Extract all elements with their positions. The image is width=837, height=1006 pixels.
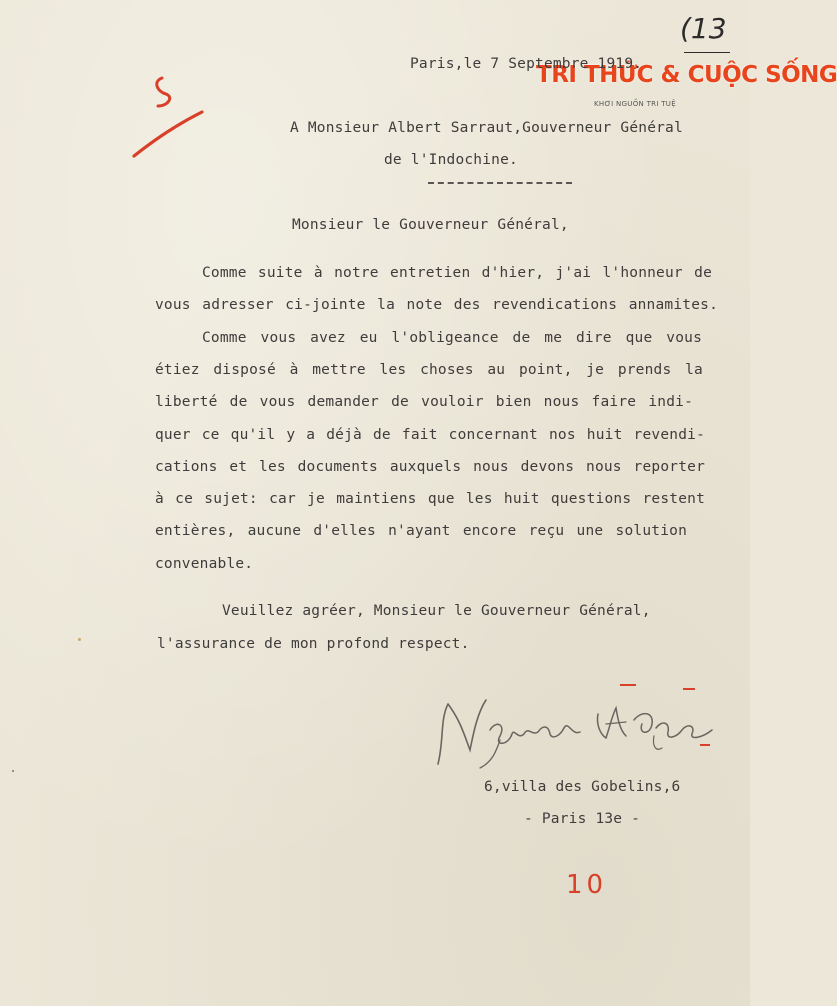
paper-speck (78, 638, 81, 641)
body-line: convenable. (155, 556, 254, 572)
addressee-line-2: de l'Indochine. (384, 152, 518, 168)
watermark-brand: TRI THỨC & CUỘC SỐNG (536, 62, 837, 88)
dateline: Paris,le 7 Septembre 1919. (410, 56, 643, 72)
closing-line-2: l'assurance de mon profond respect. (157, 636, 470, 652)
signature-red-accent-3 (700, 744, 710, 746)
salutation: Monsieur le Gouverneur Général, (292, 217, 569, 233)
archive-number: (13 (680, 12, 727, 45)
body-line: vous adresser ci-jointe la note des revendications annamites. (155, 297, 718, 313)
body-line: liberté de vous demander de vouloir bien nous faire indi- (155, 394, 693, 410)
address-line-2: - Paris 13e - (524, 811, 641, 827)
body-line: à ce sujet: car je maintiens que les huit questions restent (155, 491, 705, 507)
body-line: Comme vous avez eu l'obligeance de me dire que vous (202, 330, 702, 346)
signature-red-accent-1 (620, 684, 636, 686)
page-number: 10 (566, 870, 608, 900)
body-line: quer ce qu'il y a déjà de fait concernant nos huit revendi- (155, 427, 705, 443)
archive-number-underline (684, 52, 730, 53)
signature-red-accent-2 (683, 688, 695, 690)
watermark-slogan: KHƠI NGUỒN TRI TUỆ (594, 100, 676, 108)
signature (430, 690, 730, 770)
closing-line-1: Veuillez agréer, Monsieur le Gouverneur Général, (222, 603, 651, 619)
signature-scribble (430, 690, 730, 770)
body-line: Comme suite à notre entretien d'hier, j'ai l'honneur de (202, 265, 712, 281)
body-line: entières, aucune d'elles n'ayant encore reçu une solution (155, 523, 687, 539)
body-line: étiez disposé à mettre les choses au point, je prends la (155, 362, 703, 378)
address-line-1: 6,villa des Gobelins,6 (484, 779, 681, 795)
body-line: cations et les documents auxquels nous devons nous reporter (155, 459, 705, 475)
header-divider (428, 182, 572, 184)
red-pencil-mark (128, 72, 208, 164)
paper-speck (12, 770, 14, 772)
addressee-line-1: A Monsieur Albert Sarraut,Gouverneur Général (290, 120, 683, 136)
